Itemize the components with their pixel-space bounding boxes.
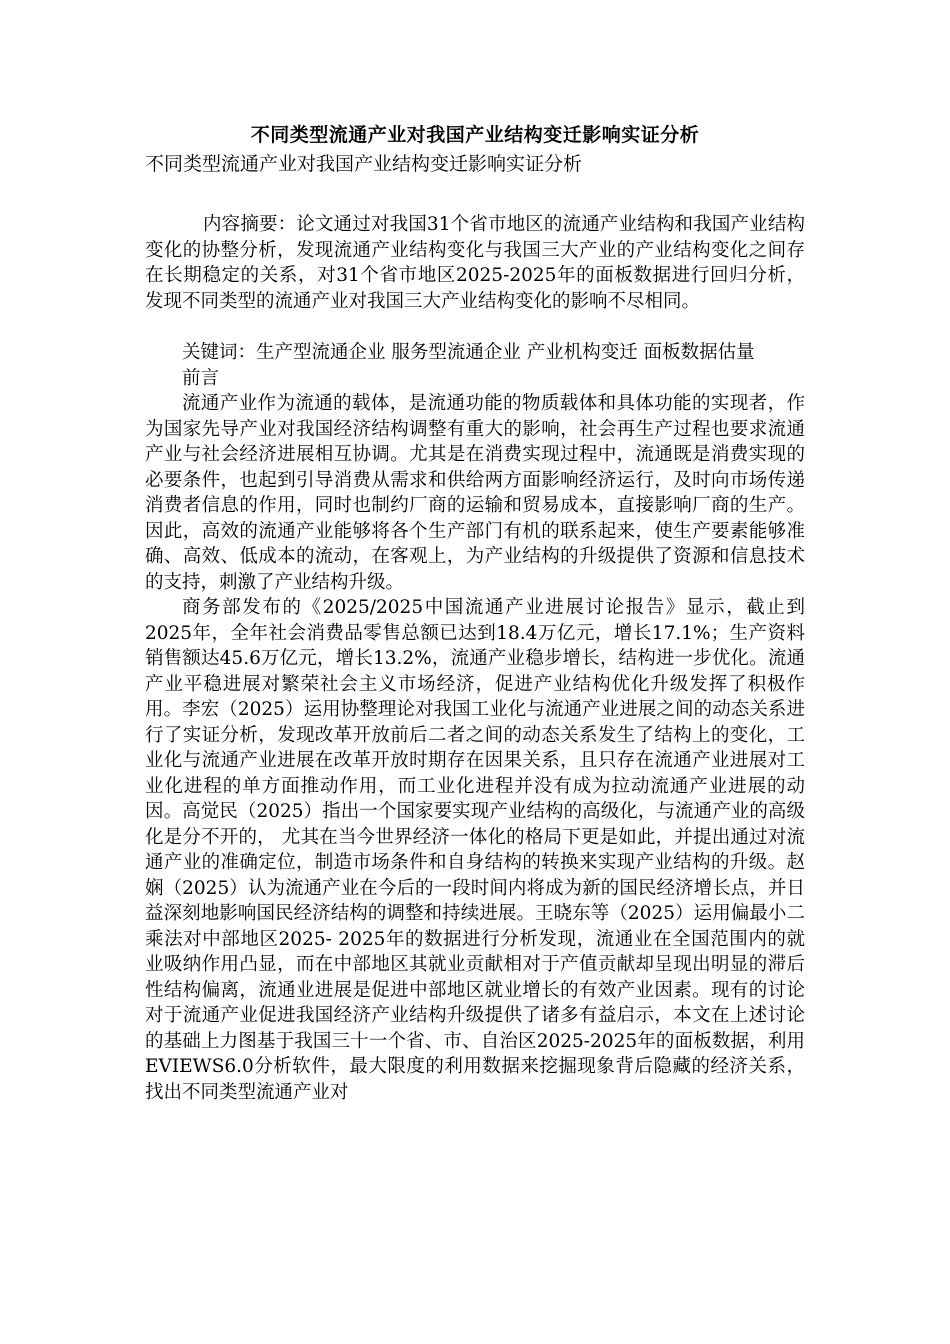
body-paragraph-1: 流通产业作为流通的载体，是流通功能的物质载体和具体功能的实现者，作为国家先导产业对我国经济结构调整有重大的影响，社会再生产过程也要求流通产业与社会经济进展相互协调。尤其是在消费实现过程中，流通既是消费实现的必要条件，也起到引导消费从需求和供给两方面影响经济运行，及时向市场传递消费者信息的作用，同时也制约厂商的运输和贸易成本，直接影响厂商的生产。因此，高效的流通产业能够将各个生产部门有机的联系起来，使生产要素能够准确、高效、低成本的流动，在客观上，为产业结构的升级提供了资源和信息技术的支持，刺激了产业结构升级。 (145, 393, 805, 593)
document-title: 不同类型流通产业对我国产业结构变迁影响实证分析 (250, 124, 700, 146)
abstract-paragraph: 内容摘要：论文通过对我国31个省市地区的流通产业结构和我国产业结构变化的协整分析，发现流通产业结构变化与我国三大产业的产业结构变化之间存在长期稳定的关系，对31个省市地区2025-2025年的面板数据进行回归分析，发现不同类型的流通产业对我国三大产业结构变化的影响不尽相同。 (145, 214, 805, 312)
keywords-paragraph: 关键词：生产型流通企业 服务型流通企业 产业机构变迁 面板数据估量 (182, 342, 755, 363)
body-paragraph-2: 商务部发布的《2025/2025中国流通产业进展讨论报告》显示，截止到2025年，全年社会消费品零售总额已达到18.4万亿元，增长17.1%；生产资料销售额达45.6万亿元，增长13.2%，流通产业稳步增长，结构进一步优化。流通产业平稳进展对繁荣社会主义市场经济，促进产业结构优化升级发挥了积极作用。李宏（2025）运用协整理论对我国工业化与流通产业进展之间的动态关系进行了实证分析，发现改革开放前后二者之间的动态关系发生了结构上的变化，工业化与流通产业进展在改革开放时期存在因果关系，且只存在流通产业进展对工业化进程的单方面推动作用，而工业化进程并没有成为拉动流通产业进展的动因。高觉民（2025）指出一个国家要实现产业结构的高级化，与流通产业的高级化是分不开的， 尤其在当今世界经济一体化的格局下更是如此，并提出通过对流通产业的准确定位，制造市场条件和自身结构的转换来实现产业结构的升级。赵娴（2025）认为流通产业在今后的一段时间内将成为新的国民经济增长点，并日益深刻地影响国民经济结构的调整和持续进展。王晓东等（2025）运用偏最小二乘法对中部地区2025- 2025年的数据进行分析发现，流通业在全国范围内的就业吸纳作用凸显，而在中部地区其就业贡献相对于产值贡献却呈现出明显的滞后性结构偏离，流通业进展是促进中部地区就业增长的有效产业因素。现有的讨论对于流通产业促进我国经济产业结构升级提供了诸多有益启示，本文在上述讨论的基础上力图基于我国三十一个省、市、自治区2025-2025年的面板数据，利用EVIEWS6.0分析软件，最大限度的利用数据来挖掘现象背后隐藏的经济关系，找出不同类型流通产业对 (145, 597, 805, 1103)
document-subtitle: 不同类型流通产业对我国产业结构变迁影响实证分析 (145, 153, 583, 175)
document-body (145, 120, 805, 1105)
section-heading: 前言 (182, 367, 220, 389)
